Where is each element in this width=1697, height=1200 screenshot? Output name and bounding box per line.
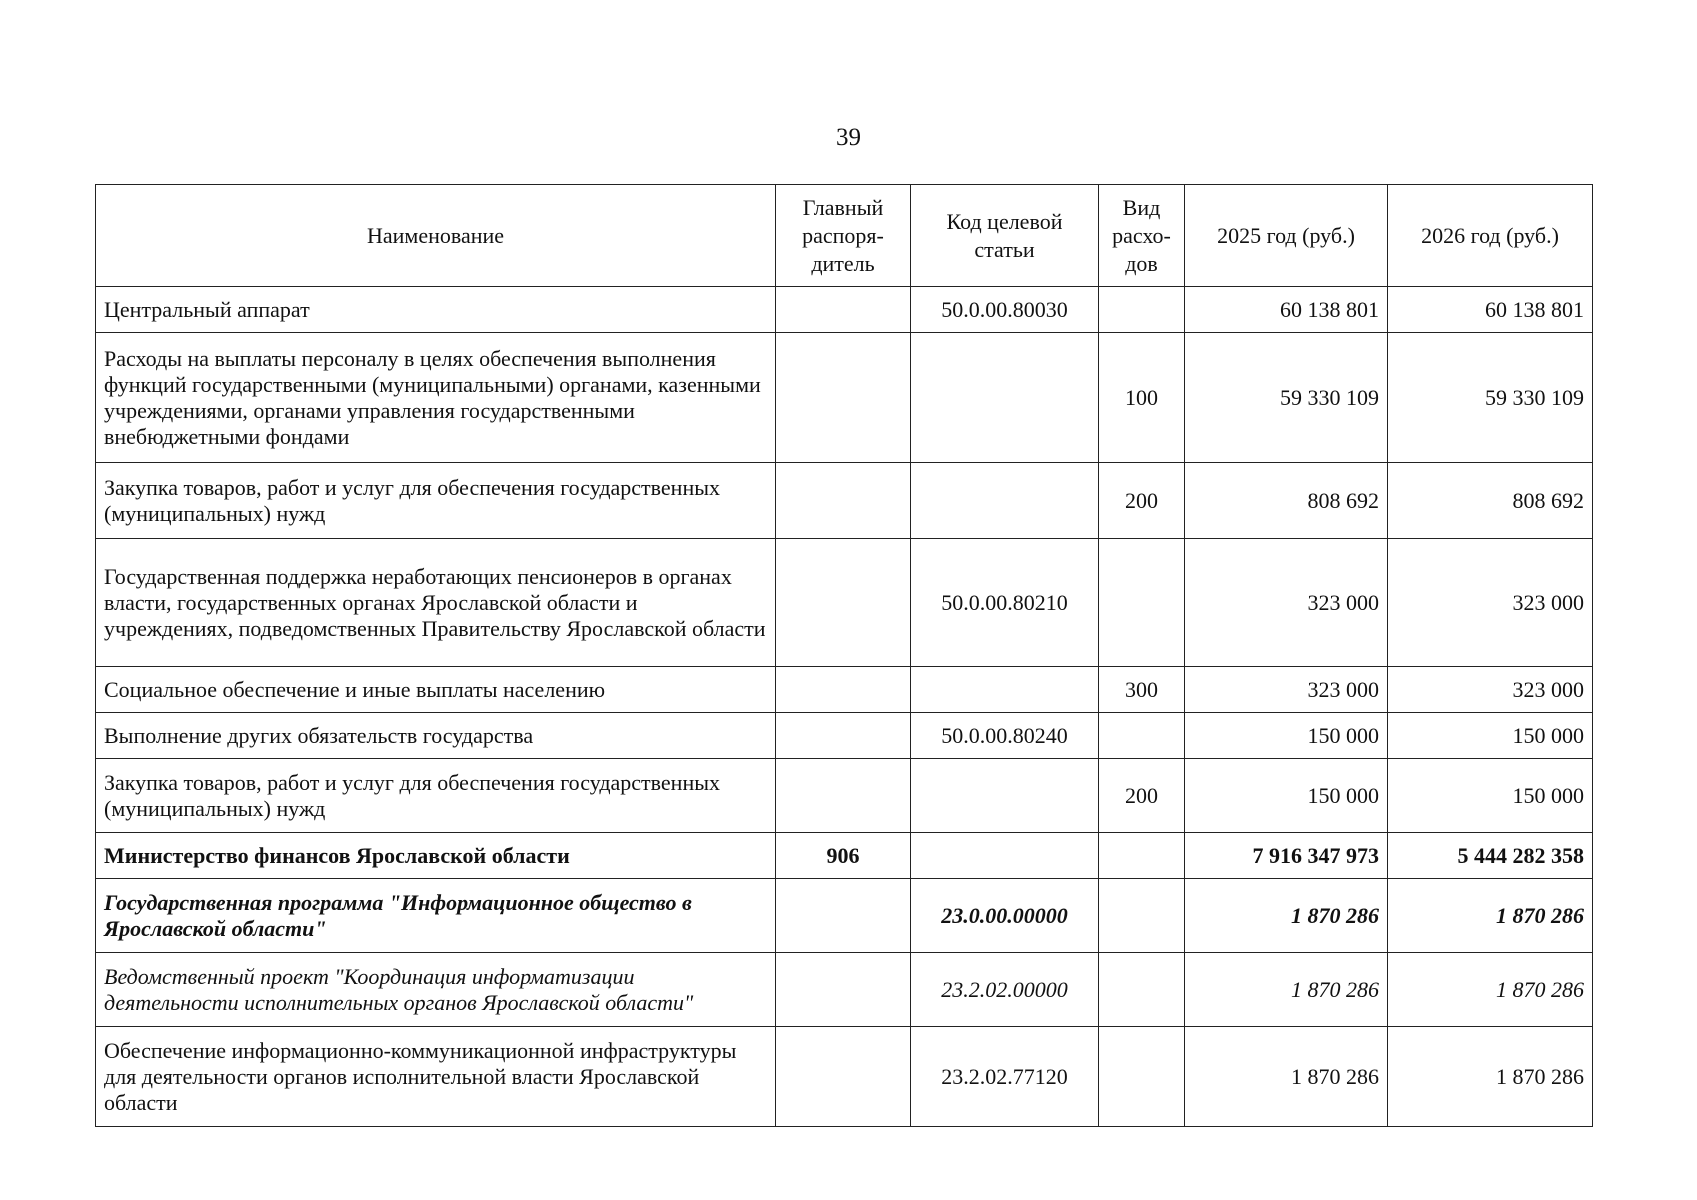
cell-2026: 150 000 xyxy=(1388,713,1593,759)
cell-2025: 60 138 801 xyxy=(1185,287,1388,333)
cell-2026: 150 000 xyxy=(1388,759,1593,833)
cell-manager xyxy=(776,333,911,463)
cell-2025: 323 000 xyxy=(1185,667,1388,713)
table-row xyxy=(96,759,1593,833)
cell-name: Обеспечение информационно-коммуникационной инфраструктуры для деятельности органов исполнительной власти Ярославской области xyxy=(96,1027,776,1127)
cell-manager xyxy=(776,953,911,1027)
cell-2025: 1 870 286 xyxy=(1185,1027,1388,1127)
cell-type xyxy=(1099,713,1185,759)
cell-2026: 5 444 282 358 xyxy=(1388,833,1593,879)
table-row xyxy=(96,463,1593,539)
cell-2026: 1 870 286 xyxy=(1388,879,1593,953)
budget-table xyxy=(95,184,1593,1127)
cell-code: 23.0.00.00000 xyxy=(911,879,1099,953)
cell-2026: 1 870 286 xyxy=(1388,953,1593,1027)
cell-manager xyxy=(776,463,911,539)
cell-2025: 1 870 286 xyxy=(1185,879,1388,953)
cell-manager xyxy=(776,713,911,759)
cell-type: 300 xyxy=(1099,667,1185,713)
cell-manager: 906 xyxy=(776,833,911,879)
table-header-row xyxy=(96,185,1593,287)
cell-code: 23.2.02.00000 xyxy=(911,953,1099,1027)
cell-2025: 59 330 109 xyxy=(1185,333,1388,463)
cell-code xyxy=(911,667,1099,713)
cell-name: Центральный аппарат xyxy=(96,287,776,333)
cell-name: Закупка товаров, работ и услуг для обеспечения государственных (муниципальных) нужд xyxy=(96,759,776,833)
cell-name: Ведомственный проект "Координация информатизации деятельности исполнительных органов Ярославской области" xyxy=(96,953,776,1027)
cell-code xyxy=(911,333,1099,463)
header-code: Код целевой статьи xyxy=(911,185,1099,287)
cell-manager xyxy=(776,759,911,833)
table-row xyxy=(96,833,1593,879)
cell-code xyxy=(911,463,1099,539)
cell-type xyxy=(1099,833,1185,879)
cell-2025: 150 000 xyxy=(1185,759,1388,833)
cell-code xyxy=(911,759,1099,833)
cell-manager xyxy=(776,1027,911,1127)
cell-manager xyxy=(776,539,911,667)
cell-2025: 7 916 347 973 xyxy=(1185,833,1388,879)
cell-2026: 59 330 109 xyxy=(1388,333,1593,463)
cell-name: Выполнение других обязательств государства xyxy=(96,713,776,759)
cell-type: 200 xyxy=(1099,759,1185,833)
cell-manager xyxy=(776,667,911,713)
cell-2026: 1 870 286 xyxy=(1388,1027,1593,1127)
cell-name: Государственная программа "Информационное общество в Ярославской области" xyxy=(96,879,776,953)
header-2025: 2025 год (руб.) xyxy=(1185,185,1388,287)
table-row xyxy=(96,879,1593,953)
table-row xyxy=(96,953,1593,1027)
table-row xyxy=(96,1027,1593,1127)
cell-type xyxy=(1099,1027,1185,1127)
cell-2025: 323 000 xyxy=(1185,539,1388,667)
cell-name: Социальное обеспечение и иные выплаты населению xyxy=(96,667,776,713)
cell-code: 50.0.00.80240 xyxy=(911,713,1099,759)
cell-code: 50.0.00.80210 xyxy=(911,539,1099,667)
cell-2025: 150 000 xyxy=(1185,713,1388,759)
cell-type xyxy=(1099,879,1185,953)
cell-manager xyxy=(776,287,911,333)
table-row xyxy=(96,287,1593,333)
header-name: Наименование xyxy=(96,185,776,287)
table-row xyxy=(96,539,1593,667)
cell-2025: 1 870 286 xyxy=(1185,953,1388,1027)
table-row xyxy=(96,333,1593,463)
cell-2026: 808 692 xyxy=(1388,463,1593,539)
cell-type xyxy=(1099,287,1185,333)
header-manager: Главный распоря- дитель xyxy=(776,185,911,287)
cell-name: Государственная поддержка неработающих пенсионеров в органах власти, государственных органах Ярославской области и учреждениях, подведомственных Правительству Ярославской области xyxy=(96,539,776,667)
cell-type xyxy=(1099,953,1185,1027)
cell-2026: 323 000 xyxy=(1388,539,1593,667)
cell-name: Расходы на выплаты персоналу в целях обеспечения выполнения функций государственными (муниципальными) органами, казенными учреждениями, органами управления государственными внебюджетными фондами xyxy=(96,333,776,463)
cell-type: 200 xyxy=(1099,463,1185,539)
cell-code: 23.2.02.77120 xyxy=(911,1027,1099,1127)
cell-type: 100 xyxy=(1099,333,1185,463)
header-2026: 2026 год (руб.) xyxy=(1388,185,1593,287)
table-row xyxy=(96,667,1593,713)
page-number: 39 xyxy=(836,124,861,151)
cell-2025: 808 692 xyxy=(1185,463,1388,539)
cell-name: Министерство финансов Ярославской области xyxy=(96,833,776,879)
cell-type xyxy=(1099,539,1185,667)
table-row xyxy=(96,713,1593,759)
cell-2026: 60 138 801 xyxy=(1388,287,1593,333)
header-type: Вид расхо- дов xyxy=(1099,185,1185,287)
cell-code: 50.0.00.80030 xyxy=(911,287,1099,333)
cell-2026: 323 000 xyxy=(1388,667,1593,713)
cell-code xyxy=(911,833,1099,879)
cell-name: Закупка товаров, работ и услуг для обеспечения государственных (муниципальных) нужд xyxy=(96,463,776,539)
cell-manager xyxy=(776,879,911,953)
